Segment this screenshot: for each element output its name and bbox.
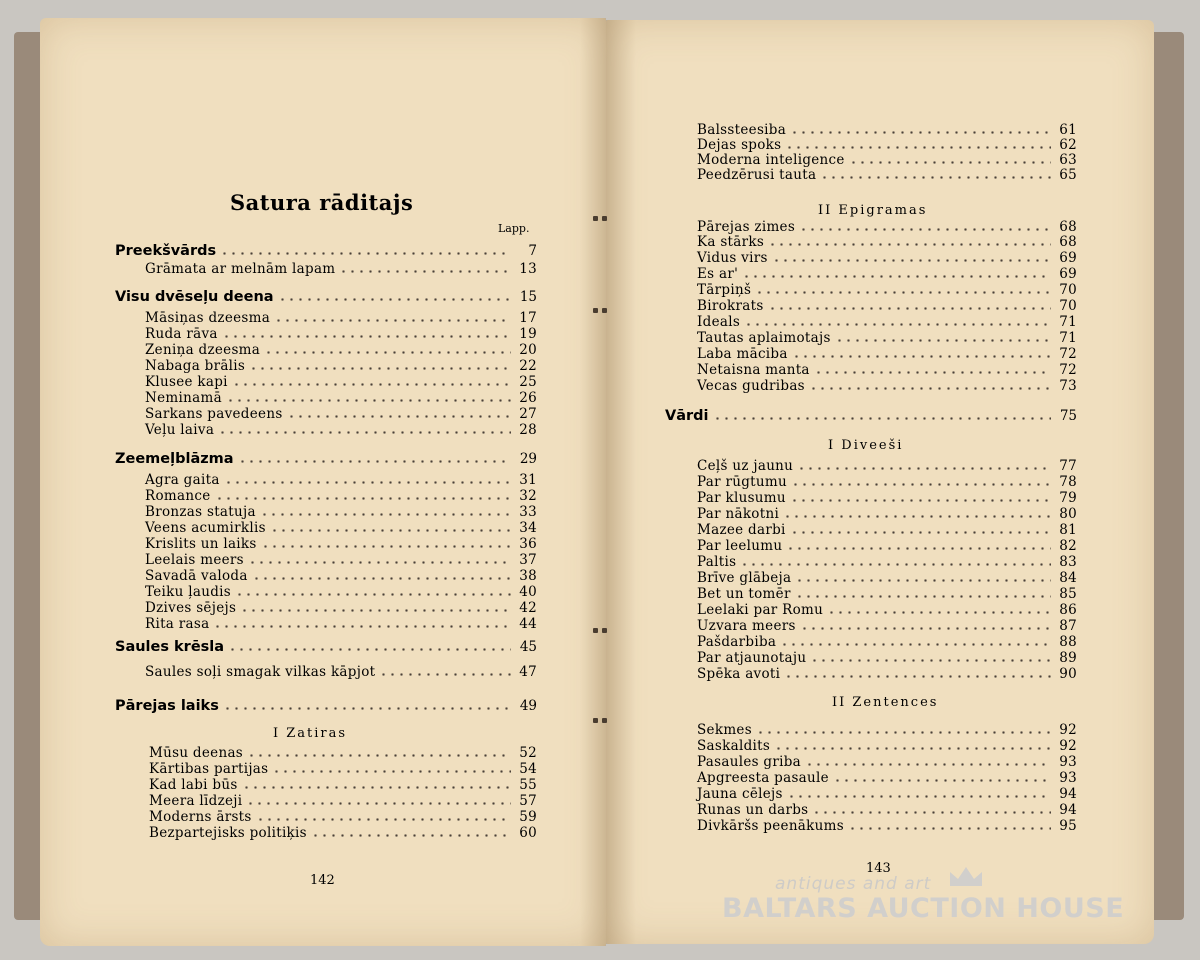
toc-entry: Brīve glābeja 84 [697, 570, 1077, 586]
toc-entry: Sekmes 92 [697, 722, 1077, 738]
toc-entry: Ka stārks 68 [697, 234, 1077, 250]
binding-stitch [592, 626, 608, 636]
toc-entry: Moderna inteligence 63 [697, 152, 1077, 168]
watermark-brand: BALTARS AUCTION HOUSE [722, 893, 1125, 924]
toc-entry: Pārejas zimes 68 [697, 219, 1077, 235]
toc-entry: Netaisna manta 72 [697, 362, 1077, 378]
toc-entry: Par klusumu 79 [697, 490, 1077, 506]
toc-entry: Agra gaita 31 [145, 472, 537, 488]
toc-entry: Nabaga brālis 22 [145, 358, 537, 374]
toc-subsection-heading: I Zatiras [273, 726, 348, 741]
toc-entry: Par nākotni 80 [697, 506, 1077, 522]
toc-section: Visu dvēseļu deena 15 [115, 289, 537, 305]
toc-entry: Teiku ļaudis 40 [145, 584, 537, 600]
toc-entry: Birokrats 70 [697, 298, 1077, 314]
crown-icon [947, 864, 985, 888]
toc-entry: Uzvara meers 87 [697, 618, 1077, 634]
toc-entry: Balssteesiba 61 [697, 122, 1077, 138]
binding-stitch [592, 716, 608, 726]
toc-entry: Kad labi būs 55 [149, 777, 537, 793]
toc-entry: Par atjaunotaju 89 [697, 650, 1077, 666]
toc-entry: Mazee darbi 81 [697, 522, 1077, 538]
toc-entry: Es ar' 69 [697, 266, 1077, 282]
toc-section: Pārejas laiks 49 [115, 698, 537, 714]
watermark-tagline: antiques and art [775, 874, 932, 894]
toc-entry: Zeniņa dzeesma 20 [145, 342, 537, 358]
toc-entry: Romance 32 [145, 488, 537, 504]
toc-entry: Veļu laiva 28 [145, 422, 537, 438]
toc-entry: Vidus virs 69 [697, 250, 1077, 266]
toc-entry: Spēka avoti 90 [697, 666, 1077, 682]
toc-entry: Pasaules griba 93 [697, 754, 1077, 770]
page-column-label: Lapp. [498, 222, 530, 235]
page-number: 142 [310, 873, 335, 888]
toc-entry: Leelaki par Romu 86 [697, 602, 1077, 618]
toc-section: Saules krēsla 45 [115, 639, 537, 655]
toc-entry: Kārtibas partijas 54 [149, 761, 537, 777]
toc-entry: Vecas gudribas 73 [697, 378, 1077, 394]
toc-entry: Par leelumu 82 [697, 538, 1077, 554]
toc-entry: Leelais meers 37 [145, 552, 537, 568]
toc-section: Zeemeļblāzma 29 [115, 451, 537, 467]
toc-subsection-heading: I Diveeši [828, 438, 904, 453]
toc-entry: Saskaldits 92 [697, 738, 1077, 754]
toc-entry: Tārpiņš 70 [697, 282, 1077, 298]
page-title: Satura rāditajs [230, 190, 414, 215]
toc-entry: Ideals 71 [697, 314, 1077, 330]
toc-subsection-heading: II Zentences [832, 695, 939, 710]
page-number: 143 [866, 861, 891, 876]
toc-entry: Peedzērusi tauta 65 [697, 167, 1077, 183]
toc-entry: Sarkans pavedeens 27 [145, 406, 537, 422]
toc-entry: Pašdarbiba 88 [697, 634, 1077, 650]
toc-entry: Veens acumirklis 34 [145, 520, 537, 536]
toc-entry: Savadā valoda 38 [145, 568, 537, 584]
toc-entry: Ceļš uz jaunu 77 [697, 458, 1077, 474]
toc-entry: Par rūgtumu 78 [697, 474, 1077, 490]
toc-entry: Meera līdzeji 57 [149, 793, 537, 809]
toc-entry: Jauna cēlejs 94 [697, 786, 1077, 802]
toc-entry: Neminamā 26 [145, 390, 537, 406]
toc-entry: Mūsu deenas 52 [149, 745, 537, 761]
toc-entry: Ruda rāva 19 [145, 326, 537, 342]
toc-entry: Tautas aplaimotajs 71 [697, 330, 1077, 346]
toc-entry: Grāmata ar melnām lapam 13 [145, 261, 537, 277]
toc-entry: Rita rasa 44 [145, 616, 537, 632]
toc-entry: Laba māciba 72 [697, 346, 1077, 362]
toc-entry: Bet un tomēr 85 [697, 586, 1077, 602]
toc-entry: Māsiņas dzeesma 17 [145, 310, 537, 326]
toc-entry: Saules soļi smagak vilkas kāpjot 47 [145, 664, 537, 680]
toc-entry: Paltis 83 [697, 554, 1077, 570]
toc-entry: Bronzas statuja 33 [145, 504, 537, 520]
toc-subsection-heading: II Epigramas [818, 203, 928, 218]
toc-entry: Divkāršs peenākums 95 [697, 818, 1077, 834]
toc-entry: Krislits un laiks 36 [145, 536, 537, 552]
toc-entry: Klusee kapi 25 [145, 374, 537, 390]
toc-section: Vārdi 75 [665, 408, 1077, 424]
toc-entry: Dejas spoks 62 [697, 137, 1077, 153]
binding-stitch [592, 214, 608, 224]
toc-entry: Dzives sējejs 42 [145, 600, 537, 616]
toc-entry: Bezpartejisks politiķis 60 [149, 825, 537, 841]
binding-stitch [592, 306, 608, 316]
toc-entry: Apgreesta pasaule 93 [697, 770, 1077, 786]
toc-entry: Runas un darbs 94 [697, 802, 1077, 818]
toc-section: Preekšvārds 7 [115, 243, 537, 259]
toc-entry: Moderns ārsts 59 [149, 809, 537, 825]
